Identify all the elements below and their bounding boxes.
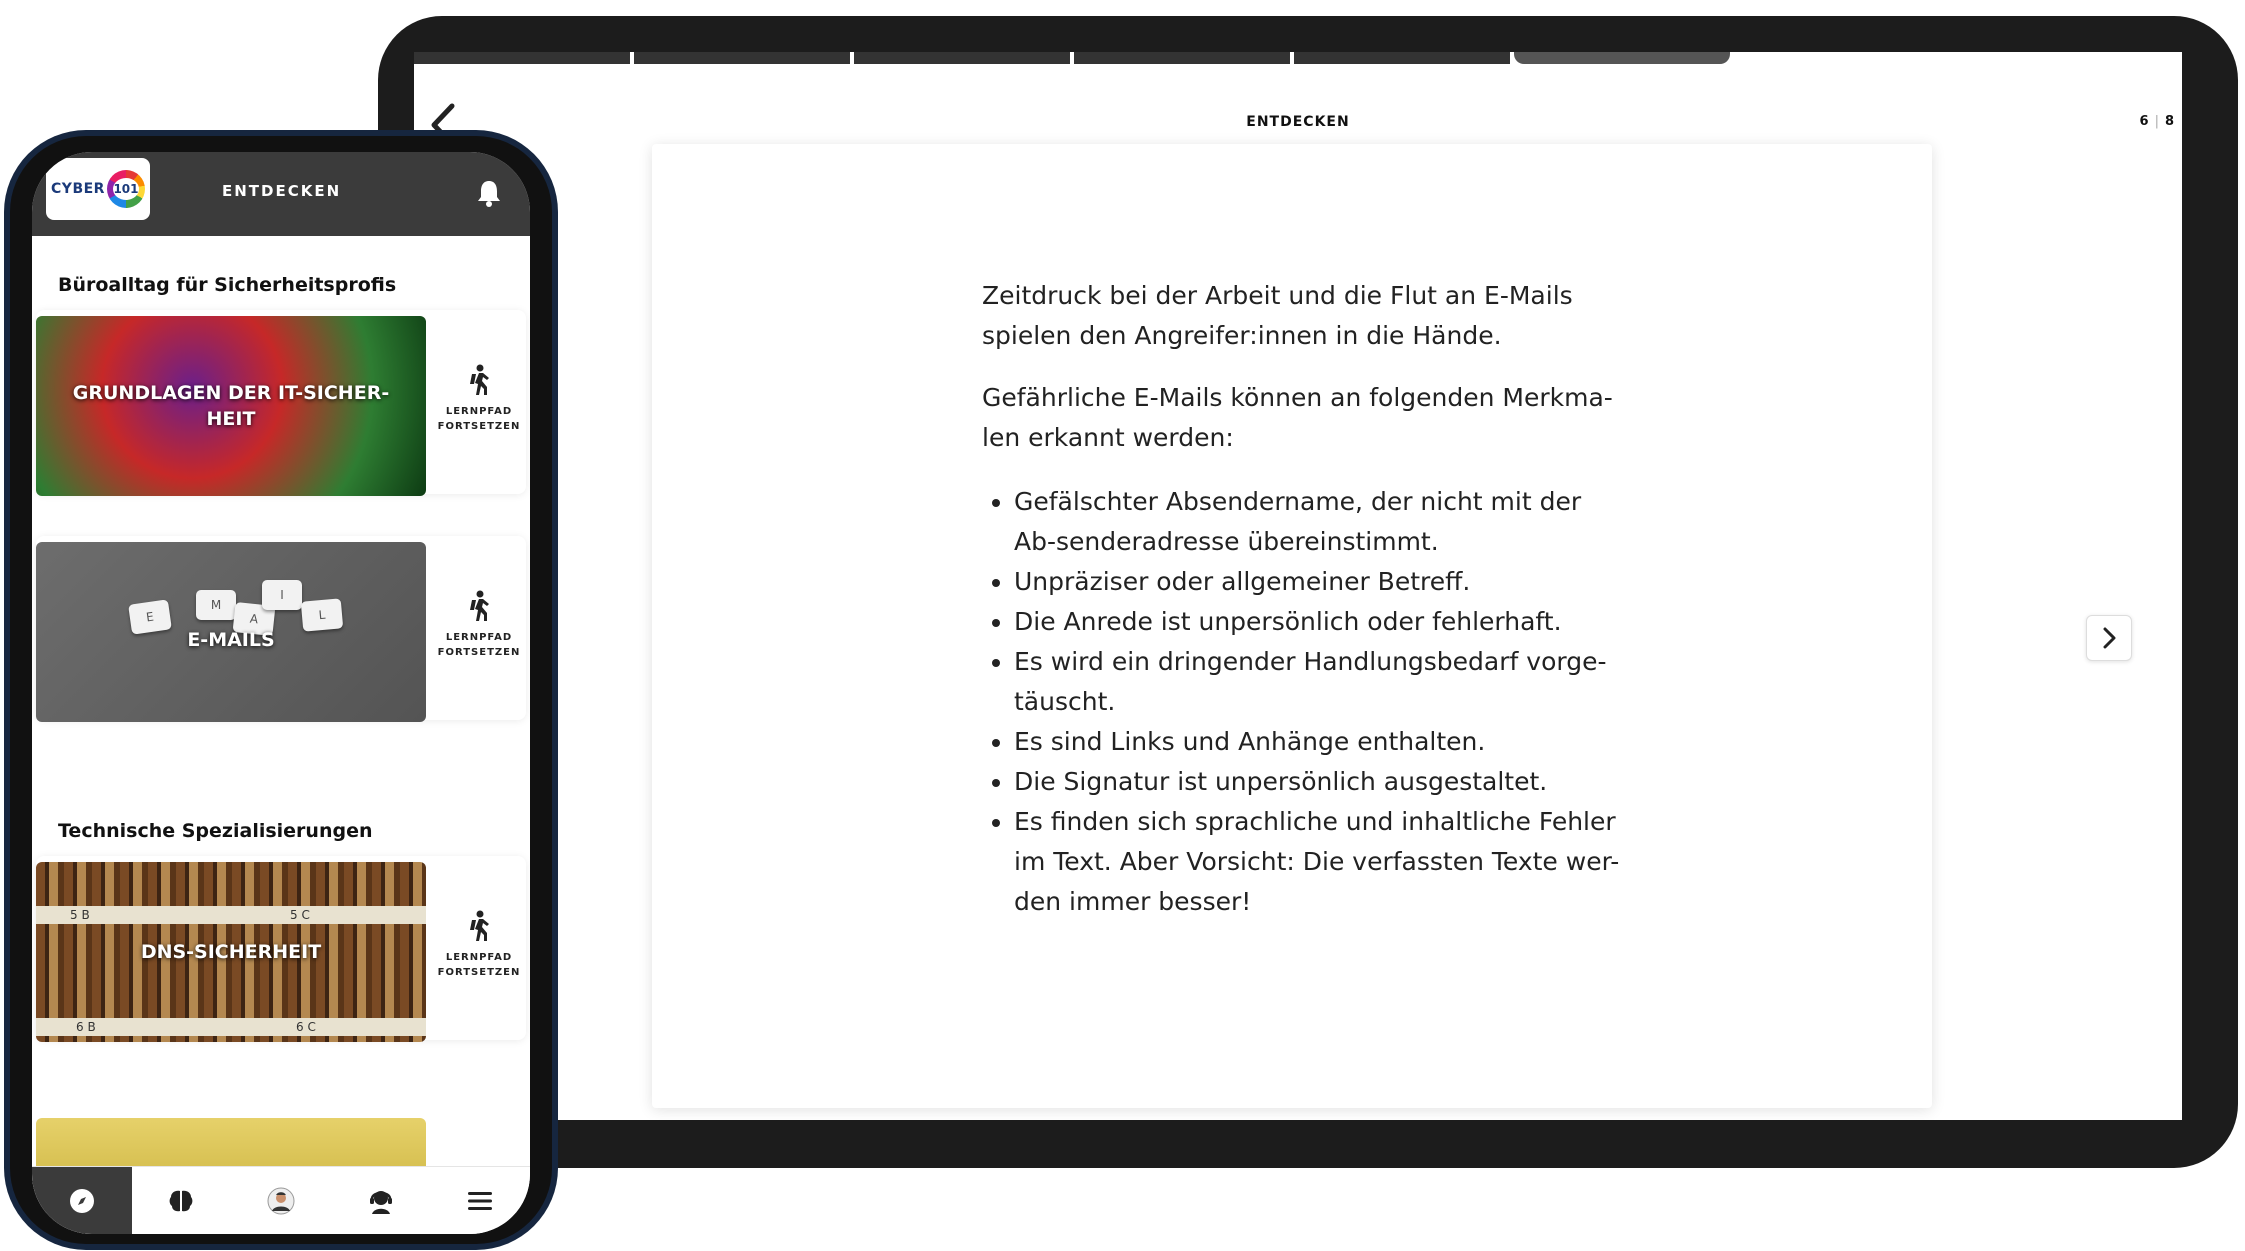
- course-thumbnail[interactable]: [36, 862, 426, 1042]
- action-line-2: FORTSETZEN: [437, 967, 521, 978]
- action-line-1: LERNPFAD: [445, 632, 513, 643]
- keyboard-key: I: [262, 580, 302, 610]
- phone-header: [32, 152, 530, 236]
- page-counter: [2140, 114, 2174, 129]
- course-card[interactable]: [36, 856, 526, 1040]
- brain-icon: [166, 1186, 196, 1216]
- support-agent-icon: [366, 1186, 396, 1216]
- tab-knowledge[interactable]: [132, 1167, 232, 1234]
- compass-icon: [67, 1186, 97, 1216]
- logo-text: CYBER: [51, 181, 105, 197]
- lesson-content: [982, 276, 1622, 922]
- list-item: • Unpräziser oder allgemeiner Betreff.: [1014, 562, 1622, 602]
- tab-support[interactable]: [331, 1167, 431, 1234]
- next-button[interactable]: [2086, 615, 2132, 661]
- menu-icon: [465, 1186, 495, 1216]
- lesson-paragraph: Zeitdruck bei der Arbeit und die Flut an E-Mails spielen den Angreifer:innen in die Hände.: [982, 281, 1573, 350]
- notifications-button[interactable]: [474, 178, 504, 208]
- lesson-card: [652, 144, 1932, 1108]
- action-line-1: LERNPFAD: [445, 952, 513, 963]
- continue-path-button[interactable]: [432, 910, 526, 980]
- phone-screen: [32, 152, 530, 1234]
- tablet-device: [378, 16, 2238, 1168]
- logo-number: 101: [113, 178, 139, 200]
- keyboard-key: M: [196, 590, 236, 620]
- page-separator: |: [2154, 114, 2159, 129]
- progress-segment-5[interactable]: [1294, 52, 1510, 64]
- avatar-icon: [266, 1186, 296, 1216]
- keyboard-key: E: [128, 599, 172, 634]
- hiker-icon: [465, 364, 493, 396]
- section-title: Technische Spezialisierungen: [58, 820, 373, 842]
- lesson-paragraph: Gefährliche E-Mails können an folgenden Merkma-len erkannt werden:: [982, 383, 1613, 452]
- progress-segment-6[interactable]: [1514, 52, 1730, 64]
- course-title: DNS-SICHERHEIT: [140, 941, 322, 963]
- phone-device: [4, 130, 558, 1250]
- shelf-label: 5 B: [70, 908, 90, 922]
- course-card[interactable]: [36, 536, 526, 720]
- list-item: • Die Anrede ist unpersönlich oder fehlerhaft.: [1014, 602, 1622, 642]
- list-item: • Die Signatur ist unpersönlich ausgestaltet.: [1014, 762, 1622, 802]
- continue-path-button[interactable]: [432, 590, 526, 660]
- course-card[interactable]: [36, 310, 526, 494]
- list-item: • Es sind Links und Anhänge enthalten.: [1014, 722, 1622, 762]
- progress-segment-4[interactable]: [1074, 52, 1290, 64]
- progress-segment-1[interactable]: [414, 52, 630, 64]
- section-title: Büroalltag für Sicherheitsprofis: [58, 274, 397, 296]
- course-title: E-MAILS: [187, 629, 275, 651]
- shelf-label: 6 C: [296, 1020, 316, 1034]
- course-thumbnail[interactable]: [36, 316, 426, 496]
- chevron-right-icon: [2098, 625, 2120, 651]
- keyboard-key: L: [301, 598, 343, 631]
- bell-icon: [474, 178, 504, 208]
- tablet-header-title: ENTDECKEN: [1246, 114, 1350, 130]
- list-item: • Es finden sich sprachliche und inhaltliche Fehler im Text. Aber Vorsicht: Die verfassten Texte wer-den immer besser!: [1014, 802, 1622, 922]
- action-line-1: LERNPFAD: [445, 406, 513, 417]
- feature-list: [982, 482, 1622, 922]
- hiker-icon: [465, 910, 493, 942]
- action-label: [432, 950, 526, 980]
- shelf-board: [36, 906, 426, 924]
- course-title: GRUNDLAGEN DER IT-SICHER-HEIT: [72, 382, 390, 430]
- lesson-progress-bar: [414, 52, 2182, 64]
- hiker-icon: [465, 590, 493, 622]
- page-current: 6: [2139, 114, 2149, 129]
- list-item: • Es wird ein dringender Handlungsbedarf vorge-täuscht.: [1014, 642, 1622, 722]
- bottom-tab-bar: [32, 1166, 530, 1234]
- page-total: 8: [2164, 114, 2174, 129]
- tab-profile[interactable]: [231, 1167, 331, 1234]
- shelf-label: 5 C: [290, 908, 310, 922]
- list-item: • Gefälschter Absendername, der nicht mit der Ab-senderadresse übereinstimmt.: [1014, 482, 1622, 562]
- shelf-label: 6 B: [76, 1020, 96, 1034]
- tab-menu[interactable]: [430, 1167, 530, 1234]
- cyber101-logo[interactable]: [46, 158, 150, 220]
- course-thumbnail[interactable]: [36, 542, 426, 722]
- action-line-2: FORTSETZEN: [437, 647, 521, 658]
- logo-ring-icon: [107, 170, 145, 208]
- keyboard-key: A: [233, 602, 276, 636]
- action-label: [432, 404, 526, 434]
- progress-segment-3[interactable]: [854, 52, 1070, 64]
- tab-explore[interactable]: [32, 1167, 132, 1234]
- phone-header-title: ENTDECKEN: [222, 182, 342, 200]
- progress-segment-2[interactable]: [634, 52, 850, 64]
- action-label: [432, 630, 526, 660]
- tablet-screen: [414, 52, 2182, 1120]
- continue-path-button[interactable]: [432, 364, 526, 434]
- action-line-2: FORTSETZEN: [437, 421, 521, 432]
